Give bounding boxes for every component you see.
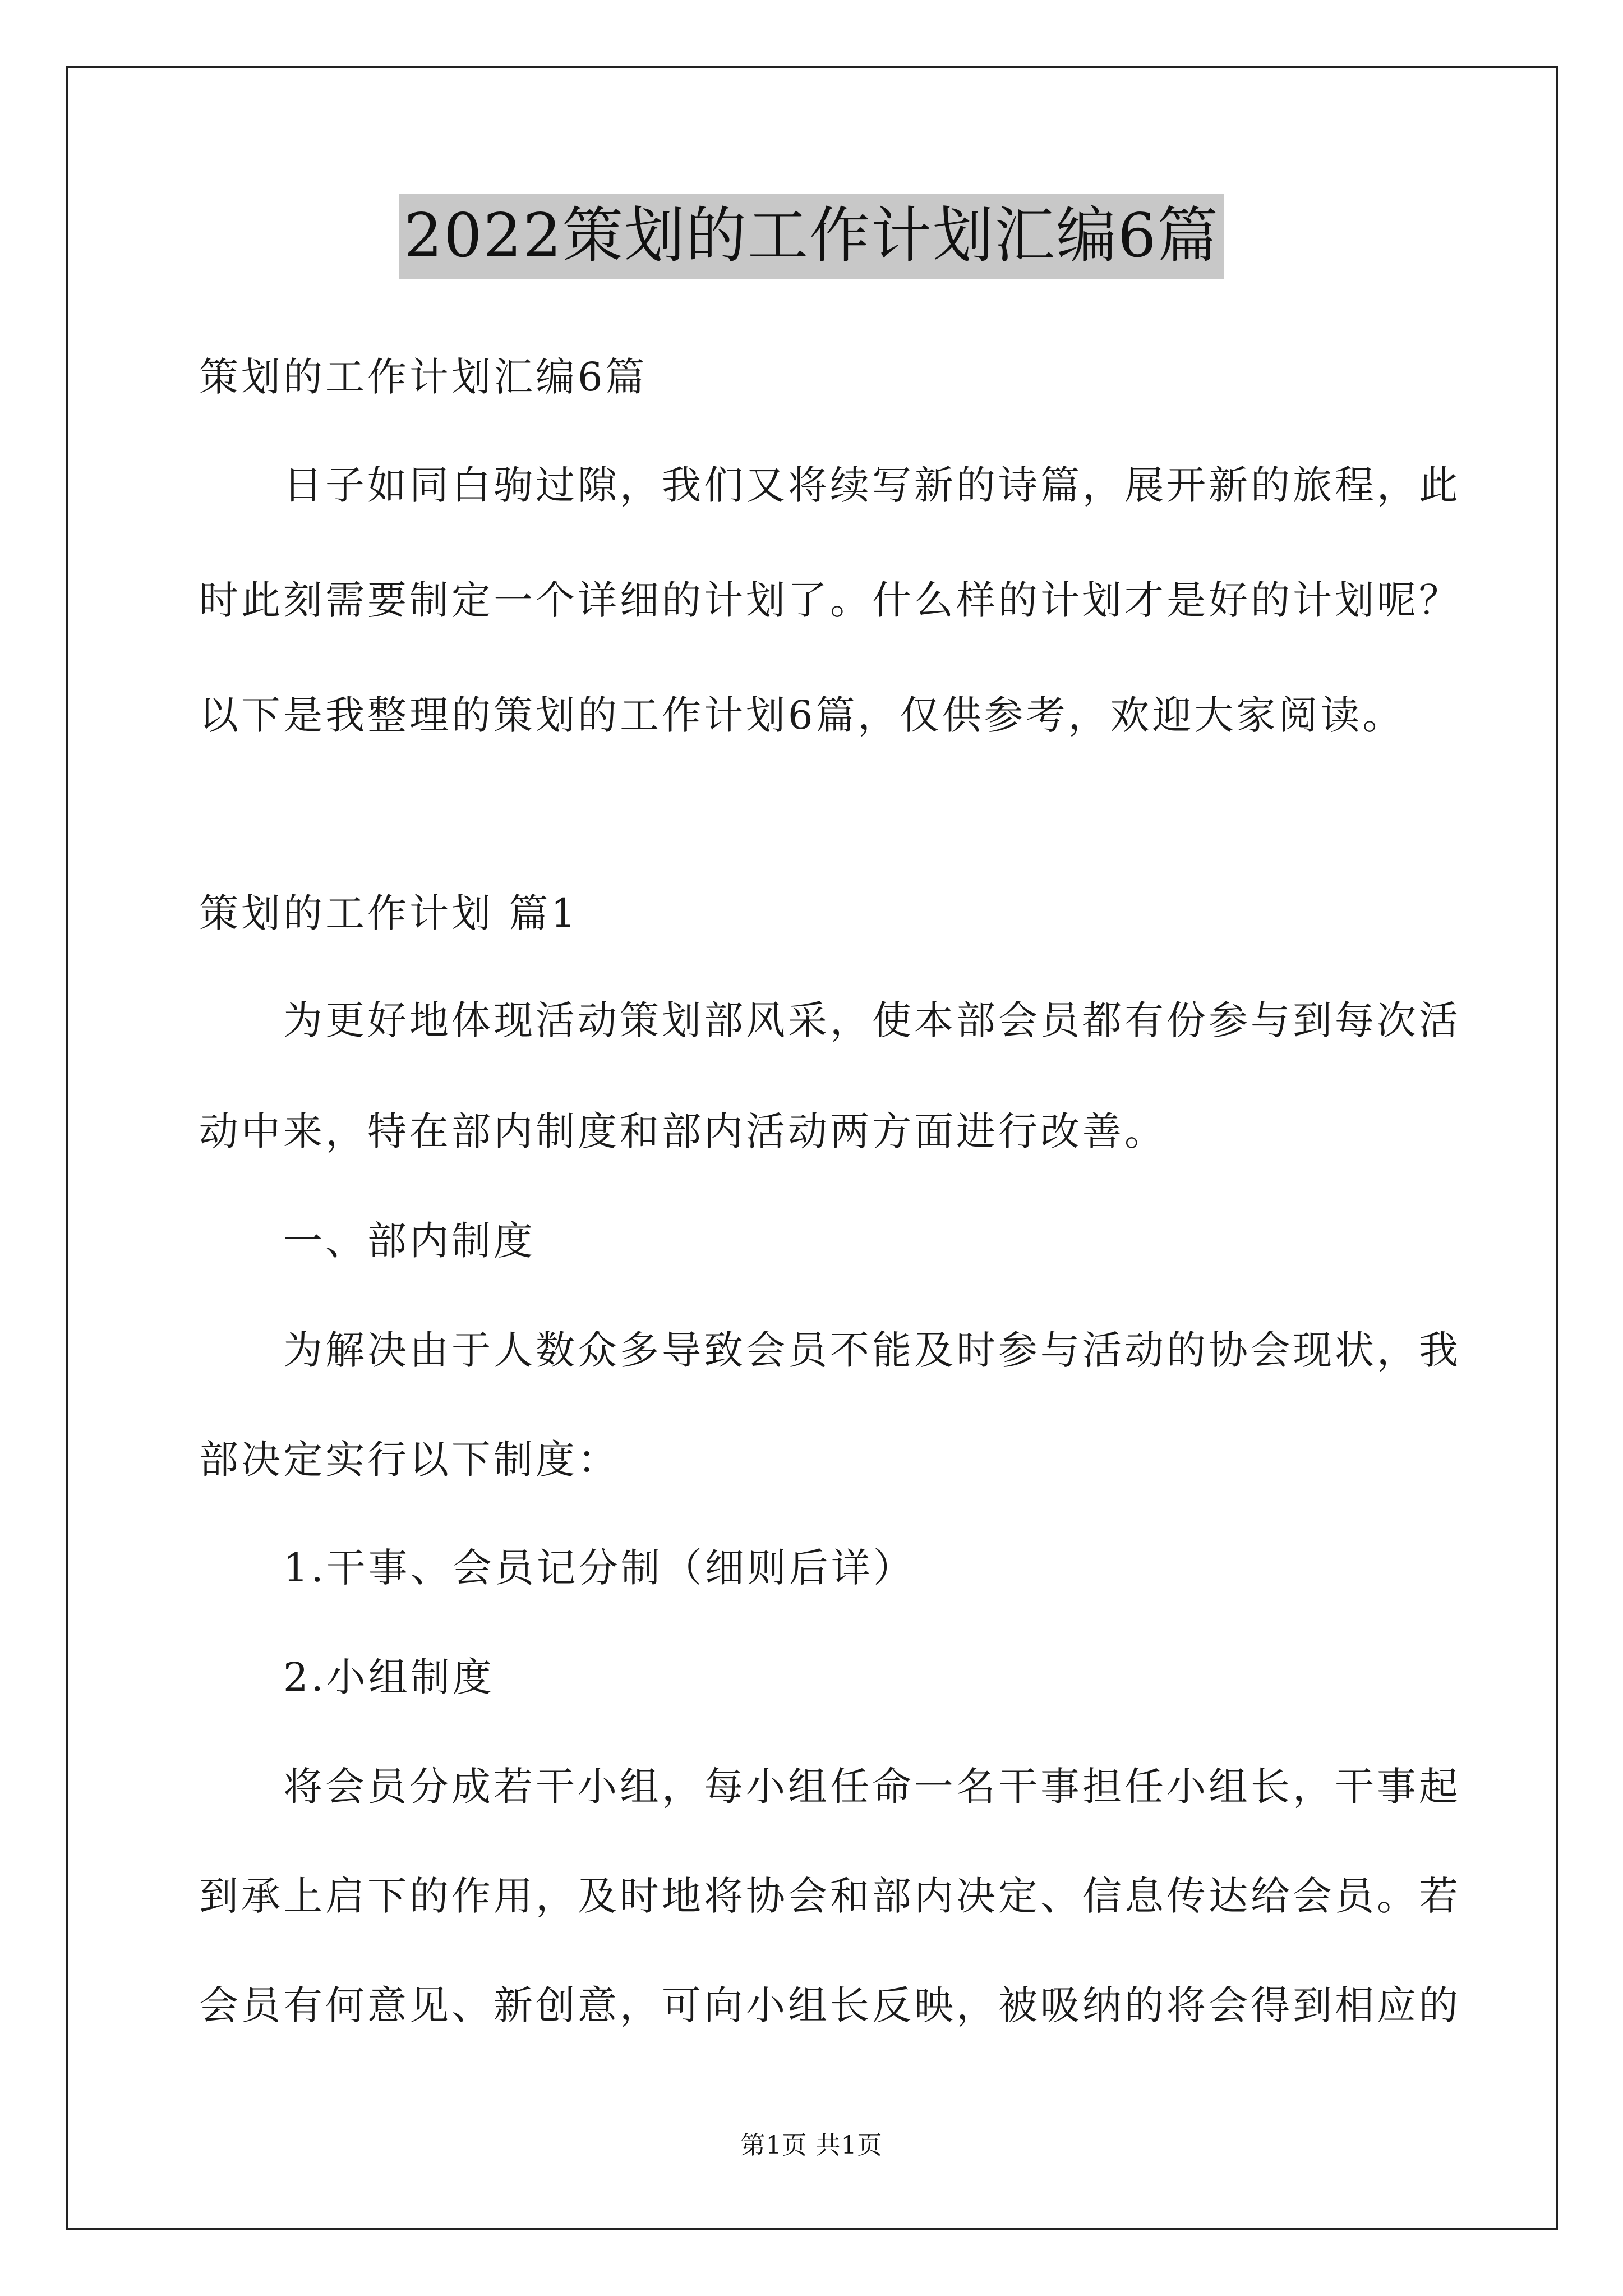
section-heading: 策划的工作计划 篇1 — [199, 890, 579, 936]
section-line-10: 会员有何意见、新创意，可向小组长反映，被吸纳的将会得到相应的 — [199, 1982, 1461, 2028]
section-line-8: 将会员分成若干小组，每小组任命一名干事担任小组长，干事起 — [283, 1764, 1461, 1810]
document-subtitle: 策划的工作计划汇编6篇 — [199, 354, 648, 400]
page-indicator: 第1页 共1页 — [740, 2131, 883, 2160]
section-line-7: 2.小组制度 — [283, 1654, 495, 1700]
section-line-9: 到承上启下的作用，及时地将协会和部内决定、信息传达给会员。若 — [199, 1873, 1461, 1919]
intro-line-2: 时此刻需要制定一个详细的计划了。什么样的计划才是好的计划呢？ — [199, 577, 1461, 623]
intro-line-1: 日子如同白驹过隙，我们又将续写新的诗篇，展开新的旅程，此 — [283, 462, 1461, 508]
title-container — [0, 194, 1623, 279]
section-line-1: 为更好地体现活动策划部风采，使本部会员都有份参与到每次活 — [283, 997, 1461, 1043]
section-line-5: 部决定实行以下制度： — [199, 1437, 620, 1483]
section-line-6: 1.干事、会员记分制（细则后详） — [283, 1545, 915, 1591]
document-title: 2022策划的工作计划汇编6篇 — [399, 194, 1224, 279]
section-line-4: 为解决由于人数众多导致会员不能及时参与活动的协会现状，我 — [283, 1327, 1461, 1373]
intro-line-3: 以下是我整理的策划的工作计划6篇，仅供参考，欢迎大家阅读。 — [199, 692, 1405, 738]
section-line-3: 一、部内制度 — [283, 1218, 536, 1264]
section-line-2: 动中来，特在部内制度和部内活动两方面进行改善。 — [199, 1108, 1166, 1154]
